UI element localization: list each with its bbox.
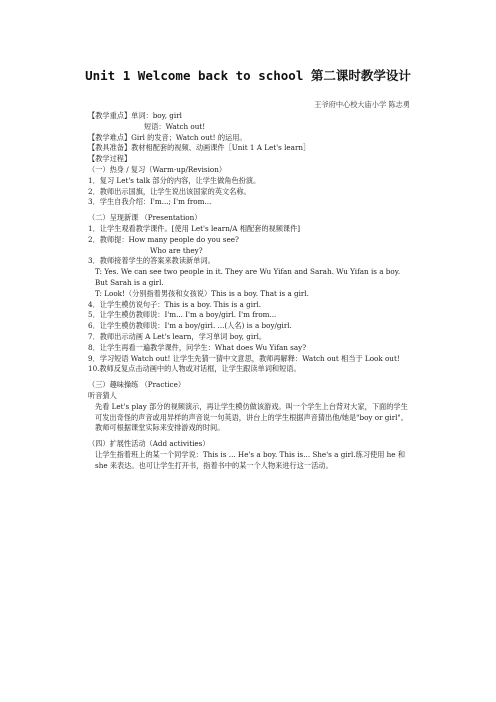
list-item: 9．学习短语 Watch out! 让学生先猜一猜中文意思，教师再解释：Watch out 相当于 Look out!: [88, 353, 400, 363]
game-title: 听音猜人: [88, 390, 117, 400]
document-body: [88, 111, 410, 472]
section-practice-heading: （三）趣味操练 （Practice）: [88, 380, 186, 390]
list-item: 8．让学生再看一遍教学课件，问学生：What does Wu Yifan say?: [88, 342, 307, 352]
section-activities-heading: （四）扩展性活动（Add activities）: [88, 439, 210, 449]
list-item: 5．让学生模仿教师说：I'm... I'm a boy/girl. I'm from...: [88, 310, 277, 320]
list-item: 3．学生自我介绍：I'm...; I'm from...: [88, 197, 212, 207]
list-item: 7．教师出示动画 A Let's learn，学习单词 boy, girl。: [88, 331, 267, 341]
list-item: 2．教师提：How many people do you see?: [88, 234, 239, 244]
list-item: 1．让学生观看教学课件。[使用 Let's learn/A 相配套的视频课件]: [88, 223, 301, 233]
list-item: 4．让学生模仿说句子：This is a boy. This is a girl.: [88, 299, 262, 309]
activity-description: 让学生指着班上的某一个同学说：This is ... He's a boy. This is... She's a girl.练习使用 he 和 she 来表达。也可让学生打开书，指着书中的某一个人物来进行这一活动。: [95, 449, 406, 470]
list-item: Who are they?: [150, 245, 203, 255]
teacher-dialogue: T: Look!（分别指着男孩和女孩说）This is a boy. That is a girl.: [95, 288, 309, 298]
game-description: 先看 Let's play 部分的视频演示，再让学生模仿做该游戏。叫一个学生上台背对大家，下面的学生可发出奇怪的声音或用异样的声音说一句英语，讲台上的学生根据声音猜出他/她是"boy or girl"。教师可根据课堂实际来安排游戏的时间。: [95, 401, 408, 433]
list-item: 3．教师接着学生的答案来教读新单词。: [88, 256, 215, 266]
author-line: 王爷府中心校大庙小学 陈志勇: [314, 100, 410, 109]
teacher-dialogue: T: Yes. We can see two people in it. They are Wu Yifan and Sarah. Wu Yifan is a boy. But Sarah is a girl.: [95, 267, 401, 287]
focus-words: 【教学重点】单词：boy, girl: [88, 111, 182, 120]
section-warmup-heading: （一）热身 / 复习（Warm-up/Revision）: [88, 164, 227, 174]
document-title: Unit 1 Welcome back to school 第二课时教学设计: [85, 68, 411, 83]
list-item: 10.教师反复点击动画中的人物或对话框，让学生跟读单词和短语。: [88, 364, 301, 374]
list-item: 2．教师出示国旗，让学生说出该国家的英文名称。: [88, 186, 251, 196]
list-item: 1．复习 Let's talk 部分的内容，让学生做角色扮演。: [88, 175, 261, 185]
section-presentation-heading: （二）呈现新课 （Presentation）: [88, 213, 202, 223]
teaching-aids: 【教具准备】教材相配套的视频、动画课件［Unit 1 A Let's learn］: [88, 143, 311, 153]
focus-phrase: 短语：Watch out!: [144, 121, 206, 131]
difficulty: 【教学难点】Girl 的发音；Watch out! 的运用。: [88, 132, 247, 142]
process-heading: 【教学过程】: [88, 154, 132, 164]
list-item: 6．让学生模仿教师说：I'm a boy/girl. ...(人名) is a boy/girl.: [88, 321, 292, 331]
